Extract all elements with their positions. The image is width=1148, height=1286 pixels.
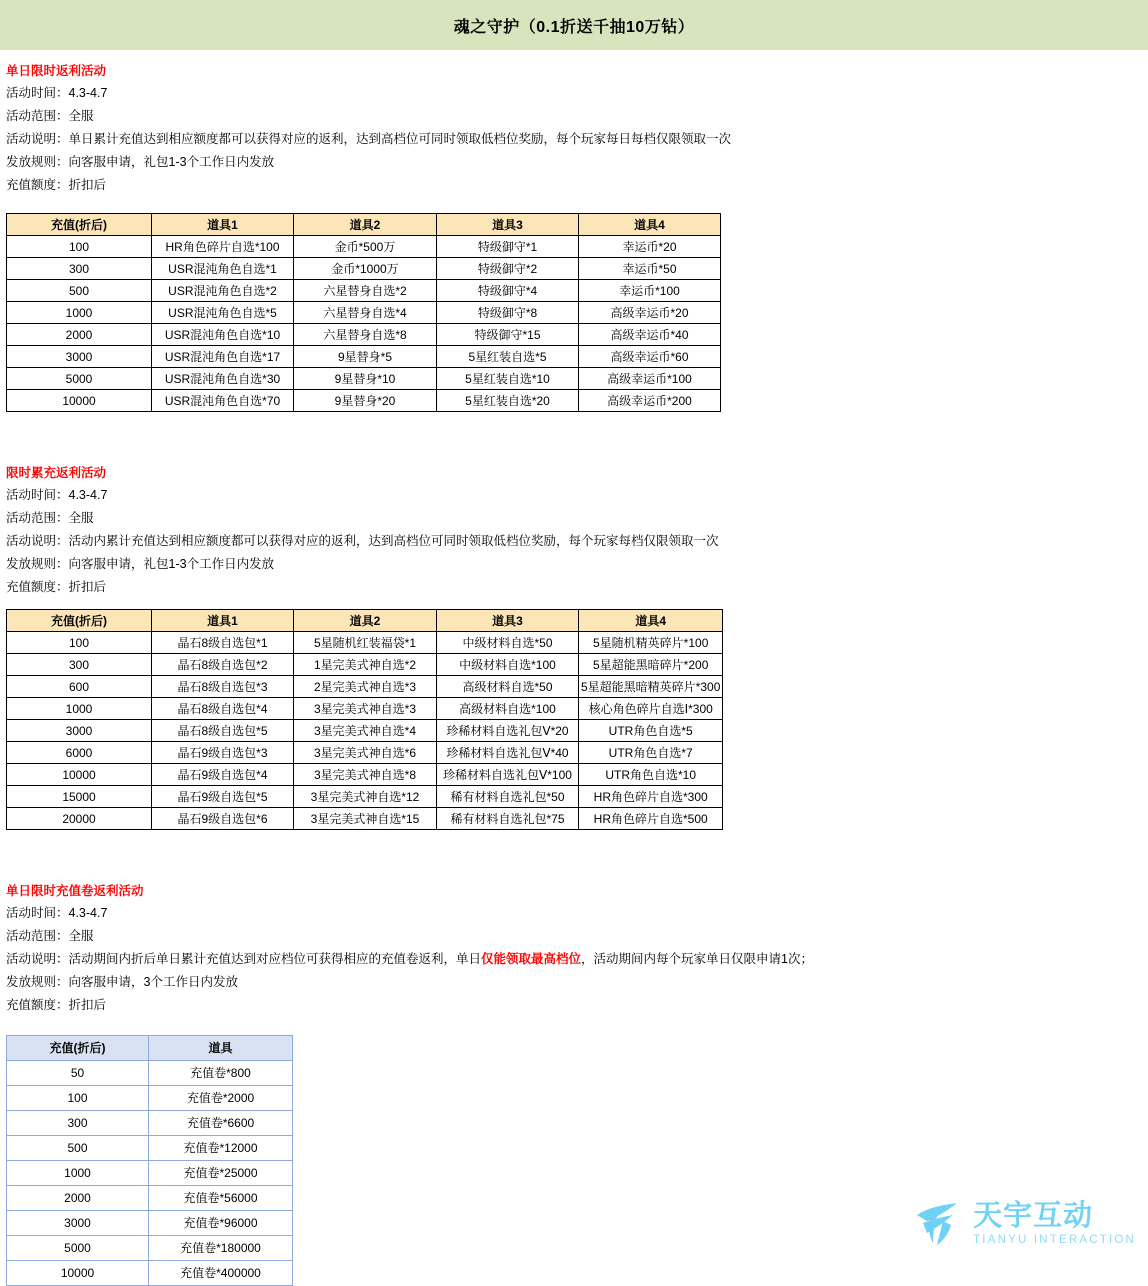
cell-item-1: 晶石9级自选包*3: [152, 742, 294, 764]
cell-item-2: 金币*1000万: [294, 258, 437, 280]
cell-item-2: 六星替身自选*4: [294, 302, 437, 324]
cell-item-4: 高级幸运币*60: [579, 346, 721, 368]
section-voucher-rebate: [0, 880, 1148, 1017]
table-row: [7, 368, 721, 390]
rebate-table-1-body: [7, 236, 721, 412]
cell-recharge: 100: [7, 632, 152, 654]
logo-text-en: TIANYU INTERACTION: [973, 1233, 1136, 1246]
rebate-table-2: [6, 609, 723, 830]
cell-recharge: 20000: [7, 808, 152, 830]
cell-item-2: 3星完美式神自选*4: [294, 720, 437, 742]
cell-item-2: 3星完美式神自选*15: [294, 808, 437, 830]
cell-item-2: 六星替身自选*2: [294, 280, 437, 302]
cell-item-1: 充值卷*800: [149, 1061, 293, 1086]
cell-item-1: 晶石9级自选包*6: [152, 808, 294, 830]
cell-item-2: 9星替身*20: [294, 390, 437, 412]
company-logo: [913, 1199, 1136, 1249]
column-header-item2: 道具2: [294, 610, 437, 632]
cell-item-4: 5星超能黑暗精英碎片*300: [579, 676, 723, 698]
desc-highlight: 仅能领取最高档位: [481, 952, 582, 966]
cell-item-2: 3星完美式神自选*3: [294, 698, 437, 720]
cell-item-2: 3星完美式神自选*8: [294, 764, 437, 786]
cell-item-1: 充值卷*96000: [149, 1211, 293, 1236]
section-line-time: 活动时间：4.3-4.7: [6, 906, 108, 920]
section-line-delivery-rule: 发放规则：向客服申请，礼包1-3个工作日内发放: [6, 155, 275, 169]
cell-item-1: 充值卷*12000: [149, 1136, 293, 1161]
table-row: [7, 258, 721, 280]
cell-item-4: 高级幸运币*200: [579, 390, 721, 412]
section-cumulative-rebate: [0, 462, 1148, 599]
cell-item-2: 3星完美式神自选*12: [294, 786, 437, 808]
cell-recharge: 2000: [7, 324, 152, 346]
cell-item-4: HR角色碎片自选*300: [579, 786, 723, 808]
cell-recharge: 300: [7, 1111, 149, 1136]
cell-item-3: 中级材料自选*100: [437, 654, 579, 676]
table-row: [7, 1236, 293, 1261]
cell-item-3: 珍稀材料自选礼包Ⅴ*20: [437, 720, 579, 742]
cell-item-3: 珍稀材料自选礼包Ⅴ*40: [437, 742, 579, 764]
cell-item-1: USR混沌角色自选*5: [152, 302, 294, 324]
table-row: [7, 764, 723, 786]
table-row: [7, 346, 721, 368]
voucher-rebate-table-body: [7, 1061, 293, 1286]
table-row: [7, 632, 723, 654]
cell-item-1: USR混沌角色自选*70: [152, 390, 294, 412]
section-line-recharge-amount: 充值额度：折扣后: [6, 580, 107, 594]
cell-item-2: 2星完美式神自选*3: [294, 676, 437, 698]
table-wrap-1: [0, 213, 1148, 412]
section-line-description: 活动说明：活动内累计充值达到相应额度都可以获得对应的返利，达到高档位可同时领取低档位奖励，每个玩家每档仅限领取一次: [6, 534, 719, 548]
cell-item-3: 5星红装自选*5: [437, 346, 579, 368]
table-header-row: [7, 610, 723, 632]
cell-item-3: 特级御守*2: [437, 258, 579, 280]
section-line-recharge-amount: 充值额度：折扣后: [6, 178, 107, 192]
cell-item-1: USR混沌角色自选*10: [152, 324, 294, 346]
cell-item-1: 充值卷*180000: [149, 1236, 293, 1261]
column-header-item2: 道具2: [294, 214, 437, 236]
cell-recharge: 300: [7, 654, 152, 676]
cell-item-1: 晶石9级自选包*4: [152, 764, 294, 786]
cell-item-3: 特级御守*15: [437, 324, 579, 346]
cell-recharge: 500: [7, 280, 152, 302]
column-header-recharge: 充值(折后): [7, 610, 152, 632]
spacer: [0, 1017, 1148, 1035]
table-row: [7, 698, 723, 720]
voucher-rebate-table: [6, 1035, 293, 1286]
column-header-recharge: 充值(折后): [7, 1036, 149, 1061]
cell-item-4: 幸运币*20: [579, 236, 721, 258]
table-wrap-2: [0, 609, 1148, 830]
section-line-scope: 活动范围：全服: [6, 929, 94, 943]
table-row: [7, 654, 723, 676]
cell-recharge: 600: [7, 676, 152, 698]
cell-recharge: 100: [7, 1086, 149, 1111]
cell-item-4: HR角色碎片自选*500: [579, 808, 723, 830]
cell-recharge: 3000: [7, 1211, 149, 1236]
cell-item-3: 5星红装自选*10: [437, 368, 579, 390]
desc-prefix: 活动说明：活动期间内折后单日累计充值达到对应档位可获得相应的充值卷返利，单日: [6, 952, 482, 966]
cell-recharge: 50: [7, 1061, 149, 1086]
spacer: [0, 197, 1148, 213]
cell-item-2: 9星替身*5: [294, 346, 437, 368]
section-line-time: 活动时间：4.3-4.7: [6, 488, 108, 502]
spacer: [0, 830, 1148, 870]
table-row: [7, 1161, 293, 1186]
cell-recharge: 2000: [7, 1186, 149, 1211]
cell-item-1: 充值卷*25000: [149, 1161, 293, 1186]
logo-text-cn: 天宇互动: [973, 1199, 1094, 1232]
cell-item-4: 幸运币*100: [579, 280, 721, 302]
table-row: [7, 1061, 293, 1086]
cell-item-1: USR混沌角色自选*30: [152, 368, 294, 390]
rebate-table-2-body: [7, 632, 723, 830]
desc-suffix: ，活动期间内每个玩家单日仅限申请1次；: [581, 952, 813, 966]
column-header-item: 道具: [149, 1036, 293, 1061]
table-row: [7, 1086, 293, 1111]
cell-recharge: 5000: [7, 368, 152, 390]
cell-item-4: UTR角色自选*5: [579, 720, 723, 742]
cell-item-1: 充值卷*56000: [149, 1186, 293, 1211]
page-title: 魂之守护（0.1折送千抽10万钻）: [453, 18, 695, 36]
section-title: 单日限时充值卷返利活动: [6, 884, 144, 898]
logo-text: [973, 1199, 1136, 1247]
section-title: 单日限时返利活动: [6, 64, 107, 78]
cell-item-3: 特级御守*8: [437, 302, 579, 324]
cell-item-3: 高级材料自选*50: [437, 676, 579, 698]
cell-recharge: 1000: [7, 698, 152, 720]
cell-item-2: 1星完美式神自选*2: [294, 654, 437, 676]
section-line-delivery-rule: 发放规则：向客服申请，3个工作日内发放: [6, 975, 238, 989]
column-header-recharge: 充值(折后): [7, 214, 152, 236]
section-title: 限时累充返利活动: [6, 466, 107, 480]
cell-item-3: 特级御守*4: [437, 280, 579, 302]
cell-item-1: 充值卷*6600: [149, 1111, 293, 1136]
cell-item-3: 稀有材料自选礼包*75: [437, 808, 579, 830]
section-daily-limited-rebate: [0, 60, 1148, 197]
table-row: [7, 676, 723, 698]
table-row: [7, 742, 723, 764]
cell-item-4: 高级幸运币*20: [579, 302, 721, 324]
rebate-table-1: [6, 213, 721, 412]
table-row: [7, 324, 721, 346]
column-header-item4: 道具4: [579, 214, 721, 236]
section-line-description: [6, 948, 1142, 971]
cell-item-1: 晶石8级自选包*2: [152, 654, 294, 676]
cell-item-4: 幸运币*50: [579, 258, 721, 280]
page-header-banner: [0, 0, 1148, 50]
cell-item-3: 珍稀材料自选礼包Ⅴ*100: [437, 764, 579, 786]
section-line-scope: 活动范围：全服: [6, 511, 94, 525]
cell-recharge: 100: [7, 236, 152, 258]
cell-item-4: UTR角色自选*7: [579, 742, 723, 764]
cell-item-2: 5星随机红装福袋*1: [294, 632, 437, 654]
cell-recharge: 1000: [7, 302, 152, 324]
cell-item-1: 晶石8级自选包*3: [152, 676, 294, 698]
table-row: [7, 1136, 293, 1161]
cell-recharge: 3000: [7, 720, 152, 742]
table-row: [7, 720, 723, 742]
spacer: [0, 412, 1148, 452]
table-header-row: [7, 1036, 293, 1061]
cell-recharge: 10000: [7, 764, 152, 786]
cell-item-1: 晶石8级自选包*1: [152, 632, 294, 654]
column-header-item1: 道具1: [152, 214, 294, 236]
cell-item-3: 特级御守*1: [437, 236, 579, 258]
cell-recharge: 500: [7, 1136, 149, 1161]
cell-item-1: 充值卷*2000: [149, 1086, 293, 1111]
cell-item-4: 高级幸运币*40: [579, 324, 721, 346]
section-line-delivery-rule: 发放规则：向客服申请，礼包1-3个工作日内发放: [6, 557, 275, 571]
table-row: [7, 236, 721, 258]
cell-item-4: UTR角色自选*10: [579, 764, 723, 786]
column-header-item3: 道具3: [437, 214, 579, 236]
cell-recharge: 15000: [7, 786, 152, 808]
column-header-item1: 道具1: [152, 610, 294, 632]
table-row: [7, 1111, 293, 1136]
cell-recharge: 1000: [7, 1161, 149, 1186]
section-line-scope: 活动范围：全服: [6, 109, 94, 123]
cell-recharge: 3000: [7, 346, 152, 368]
cell-item-1: HR角色碎片自选*100: [152, 236, 294, 258]
table-row: [7, 1211, 293, 1236]
table-header-row: [7, 214, 721, 236]
cell-recharge: 300: [7, 258, 152, 280]
cell-item-1: 晶石9级自选包*5: [152, 786, 294, 808]
table-row: [7, 1186, 293, 1211]
section-line-recharge-amount: 充值额度：折扣后: [6, 998, 107, 1012]
section-line-time: 活动时间：4.3-4.7: [6, 86, 108, 100]
cell-recharge: 10000: [7, 390, 152, 412]
cell-item-4: 核心角色碎片自选Ⅰ*300: [579, 698, 723, 720]
cell-item-1: 晶石8级自选包*5: [152, 720, 294, 742]
cell-item-1: 充值卷*400000: [149, 1261, 293, 1286]
cell-item-1: USR混沌角色自选*17: [152, 346, 294, 368]
cell-item-3: 高级材料自选*100: [437, 698, 579, 720]
cell-recharge: 6000: [7, 742, 152, 764]
cell-item-4: 5星超能黑暗碎片*200: [579, 654, 723, 676]
spacer: [0, 599, 1148, 609]
cell-item-4: 5星随机精英碎片*100: [579, 632, 723, 654]
column-header-item3: 道具3: [437, 610, 579, 632]
cell-recharge: 5000: [7, 1236, 149, 1261]
column-header-item4: 道具4: [579, 610, 723, 632]
table-row: [7, 280, 721, 302]
cell-item-1: USR混沌角色自选*2: [152, 280, 294, 302]
cell-item-3: 稀有材料自选礼包*50: [437, 786, 579, 808]
cell-item-3: 中级材料自选*50: [437, 632, 579, 654]
table-row: [7, 390, 721, 412]
cell-recharge: 10000: [7, 1261, 149, 1286]
cell-item-2: 六星替身自选*8: [294, 324, 437, 346]
cell-item-1: 晶石8级自选包*4: [152, 698, 294, 720]
tianyu-bird-icon: [913, 1199, 965, 1249]
cell-item-3: 5星红装自选*20: [437, 390, 579, 412]
cell-item-2: 3星完美式神自选*6: [294, 742, 437, 764]
table-row: [7, 302, 721, 324]
table-row: [7, 1261, 293, 1286]
table-row: [7, 808, 723, 830]
section-line-description: 活动说明：单日累计充值达到相应额度都可以获得对应的返利，达到高档位可同时领取低档位奖励，每个玩家每日每档仅限领取一次: [6, 132, 732, 146]
cell-item-2: 金币*500万: [294, 236, 437, 258]
table-row: [7, 786, 723, 808]
cell-item-1: USR混沌角色自选*1: [152, 258, 294, 280]
cell-item-4: 高级幸运币*100: [579, 368, 721, 390]
cell-item-2: 9星替身*10: [294, 368, 437, 390]
